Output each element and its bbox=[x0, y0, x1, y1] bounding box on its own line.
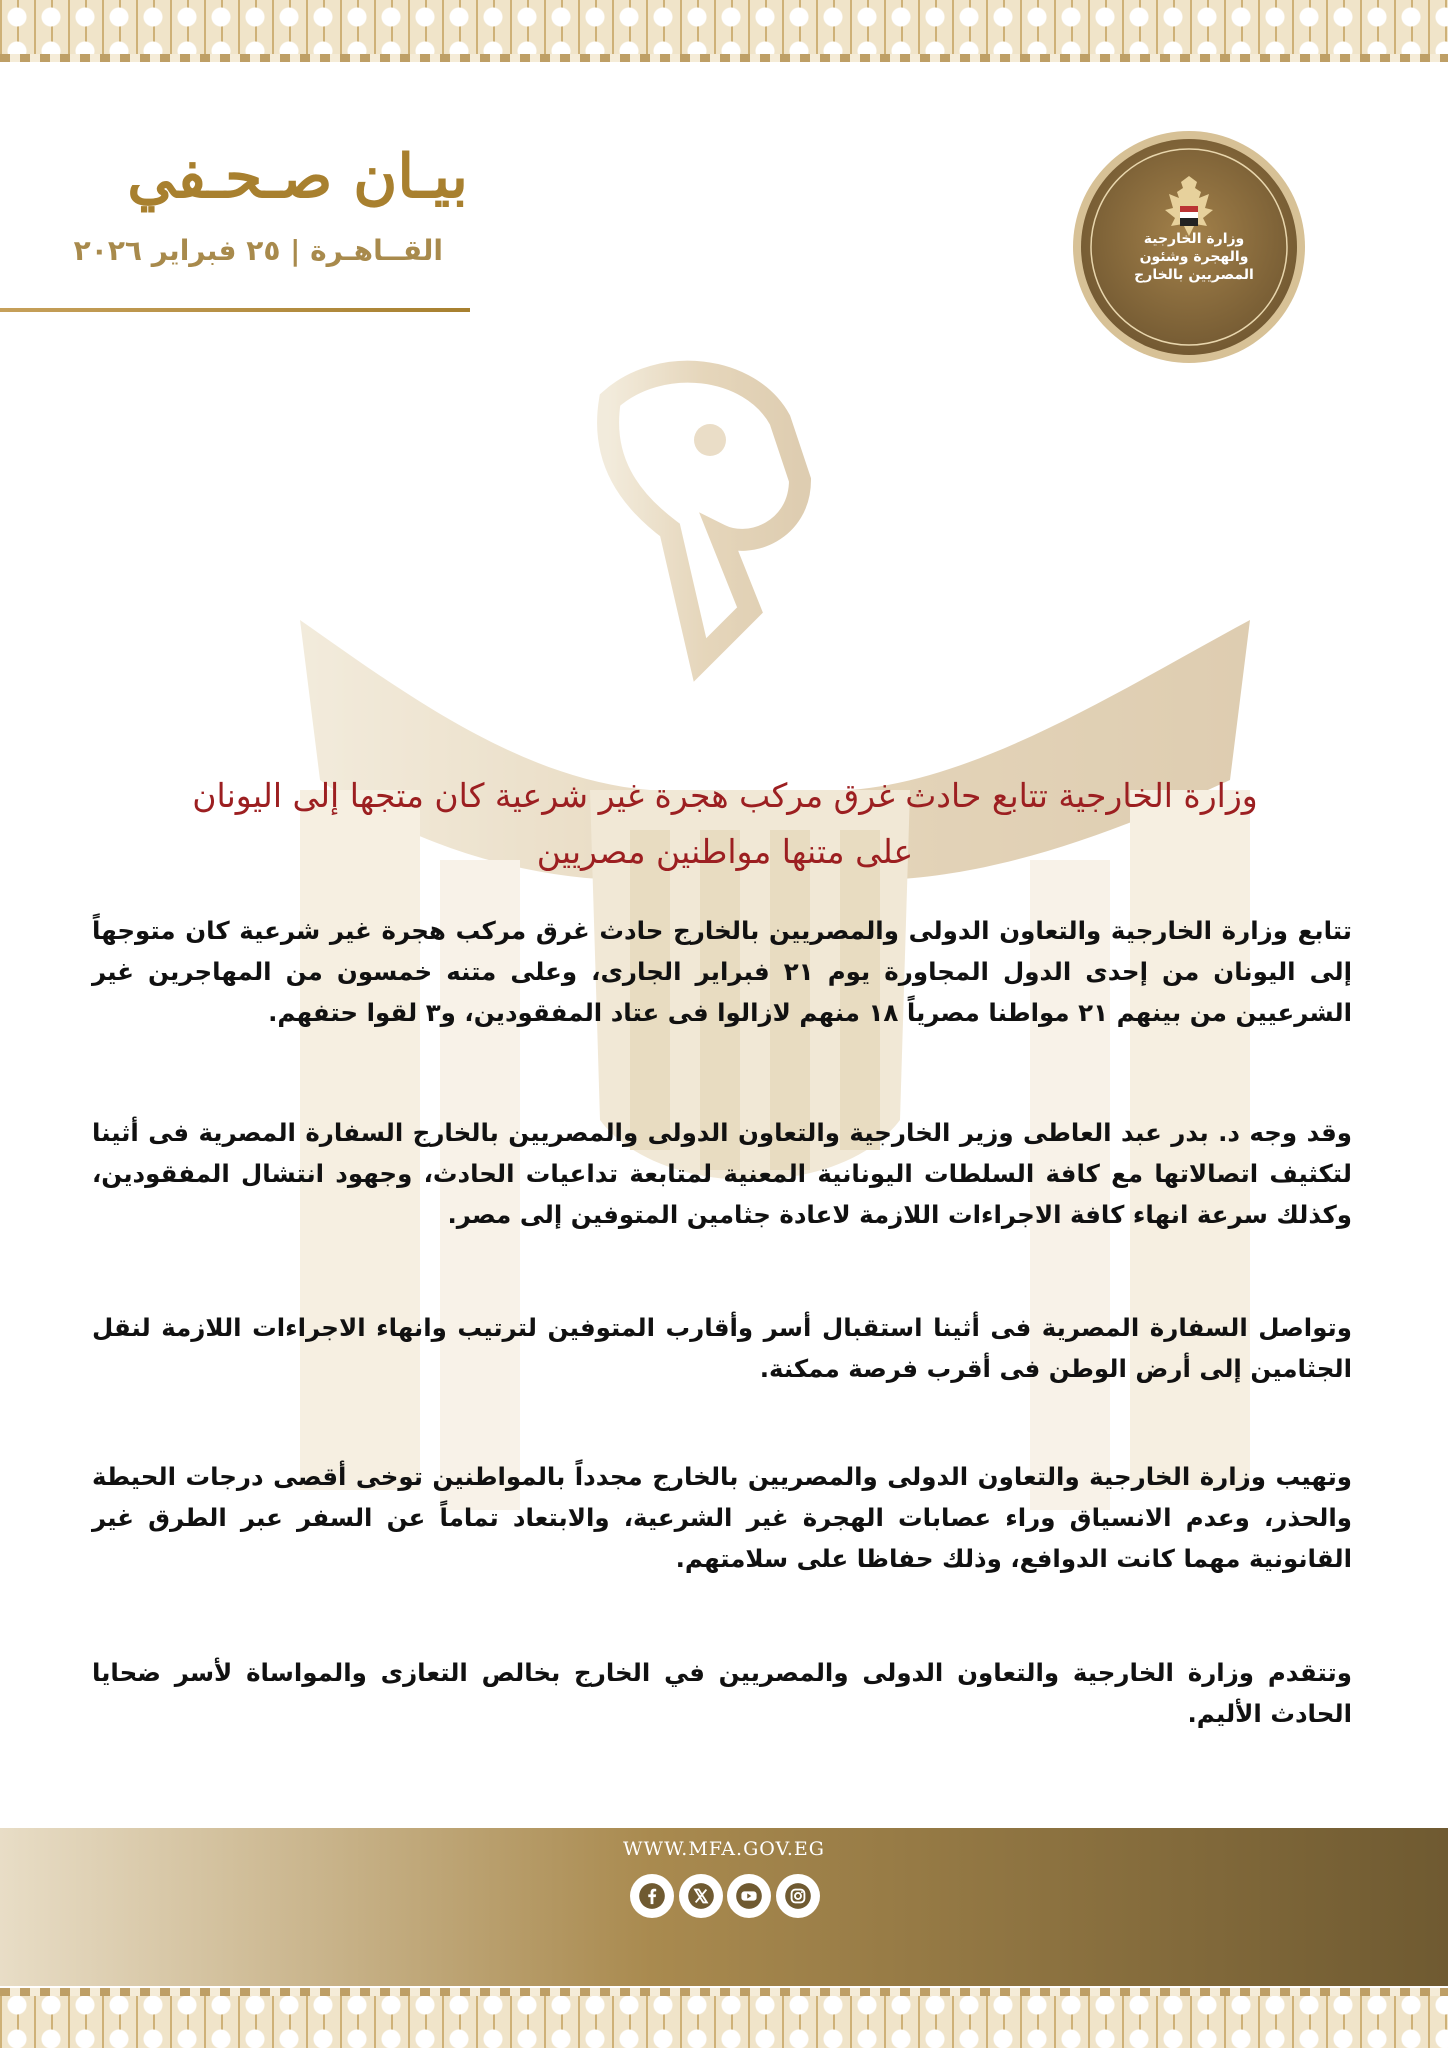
instagram-icon[interactable] bbox=[776, 1874, 820, 1918]
social-links bbox=[630, 1874, 820, 1922]
headline-line-1: وزارة الخارجية تتابع حادث غرق مركب هجرة غير شرعية كان متجها إلى اليونان bbox=[192, 776, 1258, 815]
headline-line-2: على متنها مواطنين مصريين bbox=[536, 832, 914, 871]
paragraph: وتهيب وزارة الخارجية والتعاون الدولى والمصريين بالخارج مجدداً بالمواطنين توخى أقصى درجات الحيطة والحذر، وعدم الانسياق وراء عصابات الهجرة غير الشرعية، والابتعاد تماماً عن السفر عبر الطرق غير القانونية مهما كانت الدوافع، وذلك حفاظا على سلامتهم. bbox=[92, 1462, 1352, 1573]
paragraph: وتتقدم وزارة الخارجية والتعاون الدولى والمصريين في الخارج بخالص التعازى والمواساة لأسر ضحايا الحادث الأليم. bbox=[92, 1658, 1352, 1728]
facebook-icon[interactable] bbox=[630, 1874, 674, 1918]
x-icon[interactable] bbox=[679, 1874, 723, 1918]
paragraph: وقد وجه د. بدر عبد العاطى وزير الخارجية والتعاون الدولى والمصريين بالخارج السفارة المصرية فى أثينا لتكثيف اتصالاتها مع كافة السلطات اليونانية المعنية لمتابعة تداعيات الحادث، وجهود انتشال المفقودين، وكذلك سرعة انهاء كافة الاجراءات اللازمة لاعادة جثامين المتوفين إلى مصر. bbox=[92, 1118, 1352, 1229]
website-link[interactable]: WWW.MFA.GOV.EG bbox=[623, 1838, 825, 1860]
decorative-top-border bbox=[0, 0, 1448, 62]
paragraph: تتابع وزارة الخارجية والتعاون الدولى والمصريين بالخارج حادث غرق مركب هجرة غير شرعية كان متوجهاً إلى اليونان من إحدى الدول المجاورة يوم ٢١ فبراير الجارى، وعلى متنه خمسون من المهاجرين غير الشرعيين من بينهم ٢١ مواطنا مصرياً ١٨ منهم لازالوا فى عتاد المفقودين، و٣ لقوا حتفهم. bbox=[92, 916, 1353, 1027]
header-divider bbox=[0, 308, 470, 312]
paragraph: وتواصل السفارة المصرية فى أثينا استقبال أسر وأقارب المتوفين لترتيب وانهاء الاجراءات اللازمة لنقل الجثامين إلى أرض الوطن فى أقرب فرصة ممكنة. bbox=[92, 1313, 1352, 1383]
youtube-icon[interactable] bbox=[727, 1874, 771, 1918]
decorative-bottom-border bbox=[0, 1988, 1448, 2048]
seal-text: وزارة الخارجية والهجرة وشئون المصريين بالخارج bbox=[1134, 231, 1254, 283]
press-headline bbox=[90, 768, 1360, 880]
page-title: بيـان صـحـفي bbox=[127, 142, 468, 212]
place-date-line: القــاهـرة | ٢٥ فبراير ٢٠٢٦ bbox=[73, 234, 443, 267]
